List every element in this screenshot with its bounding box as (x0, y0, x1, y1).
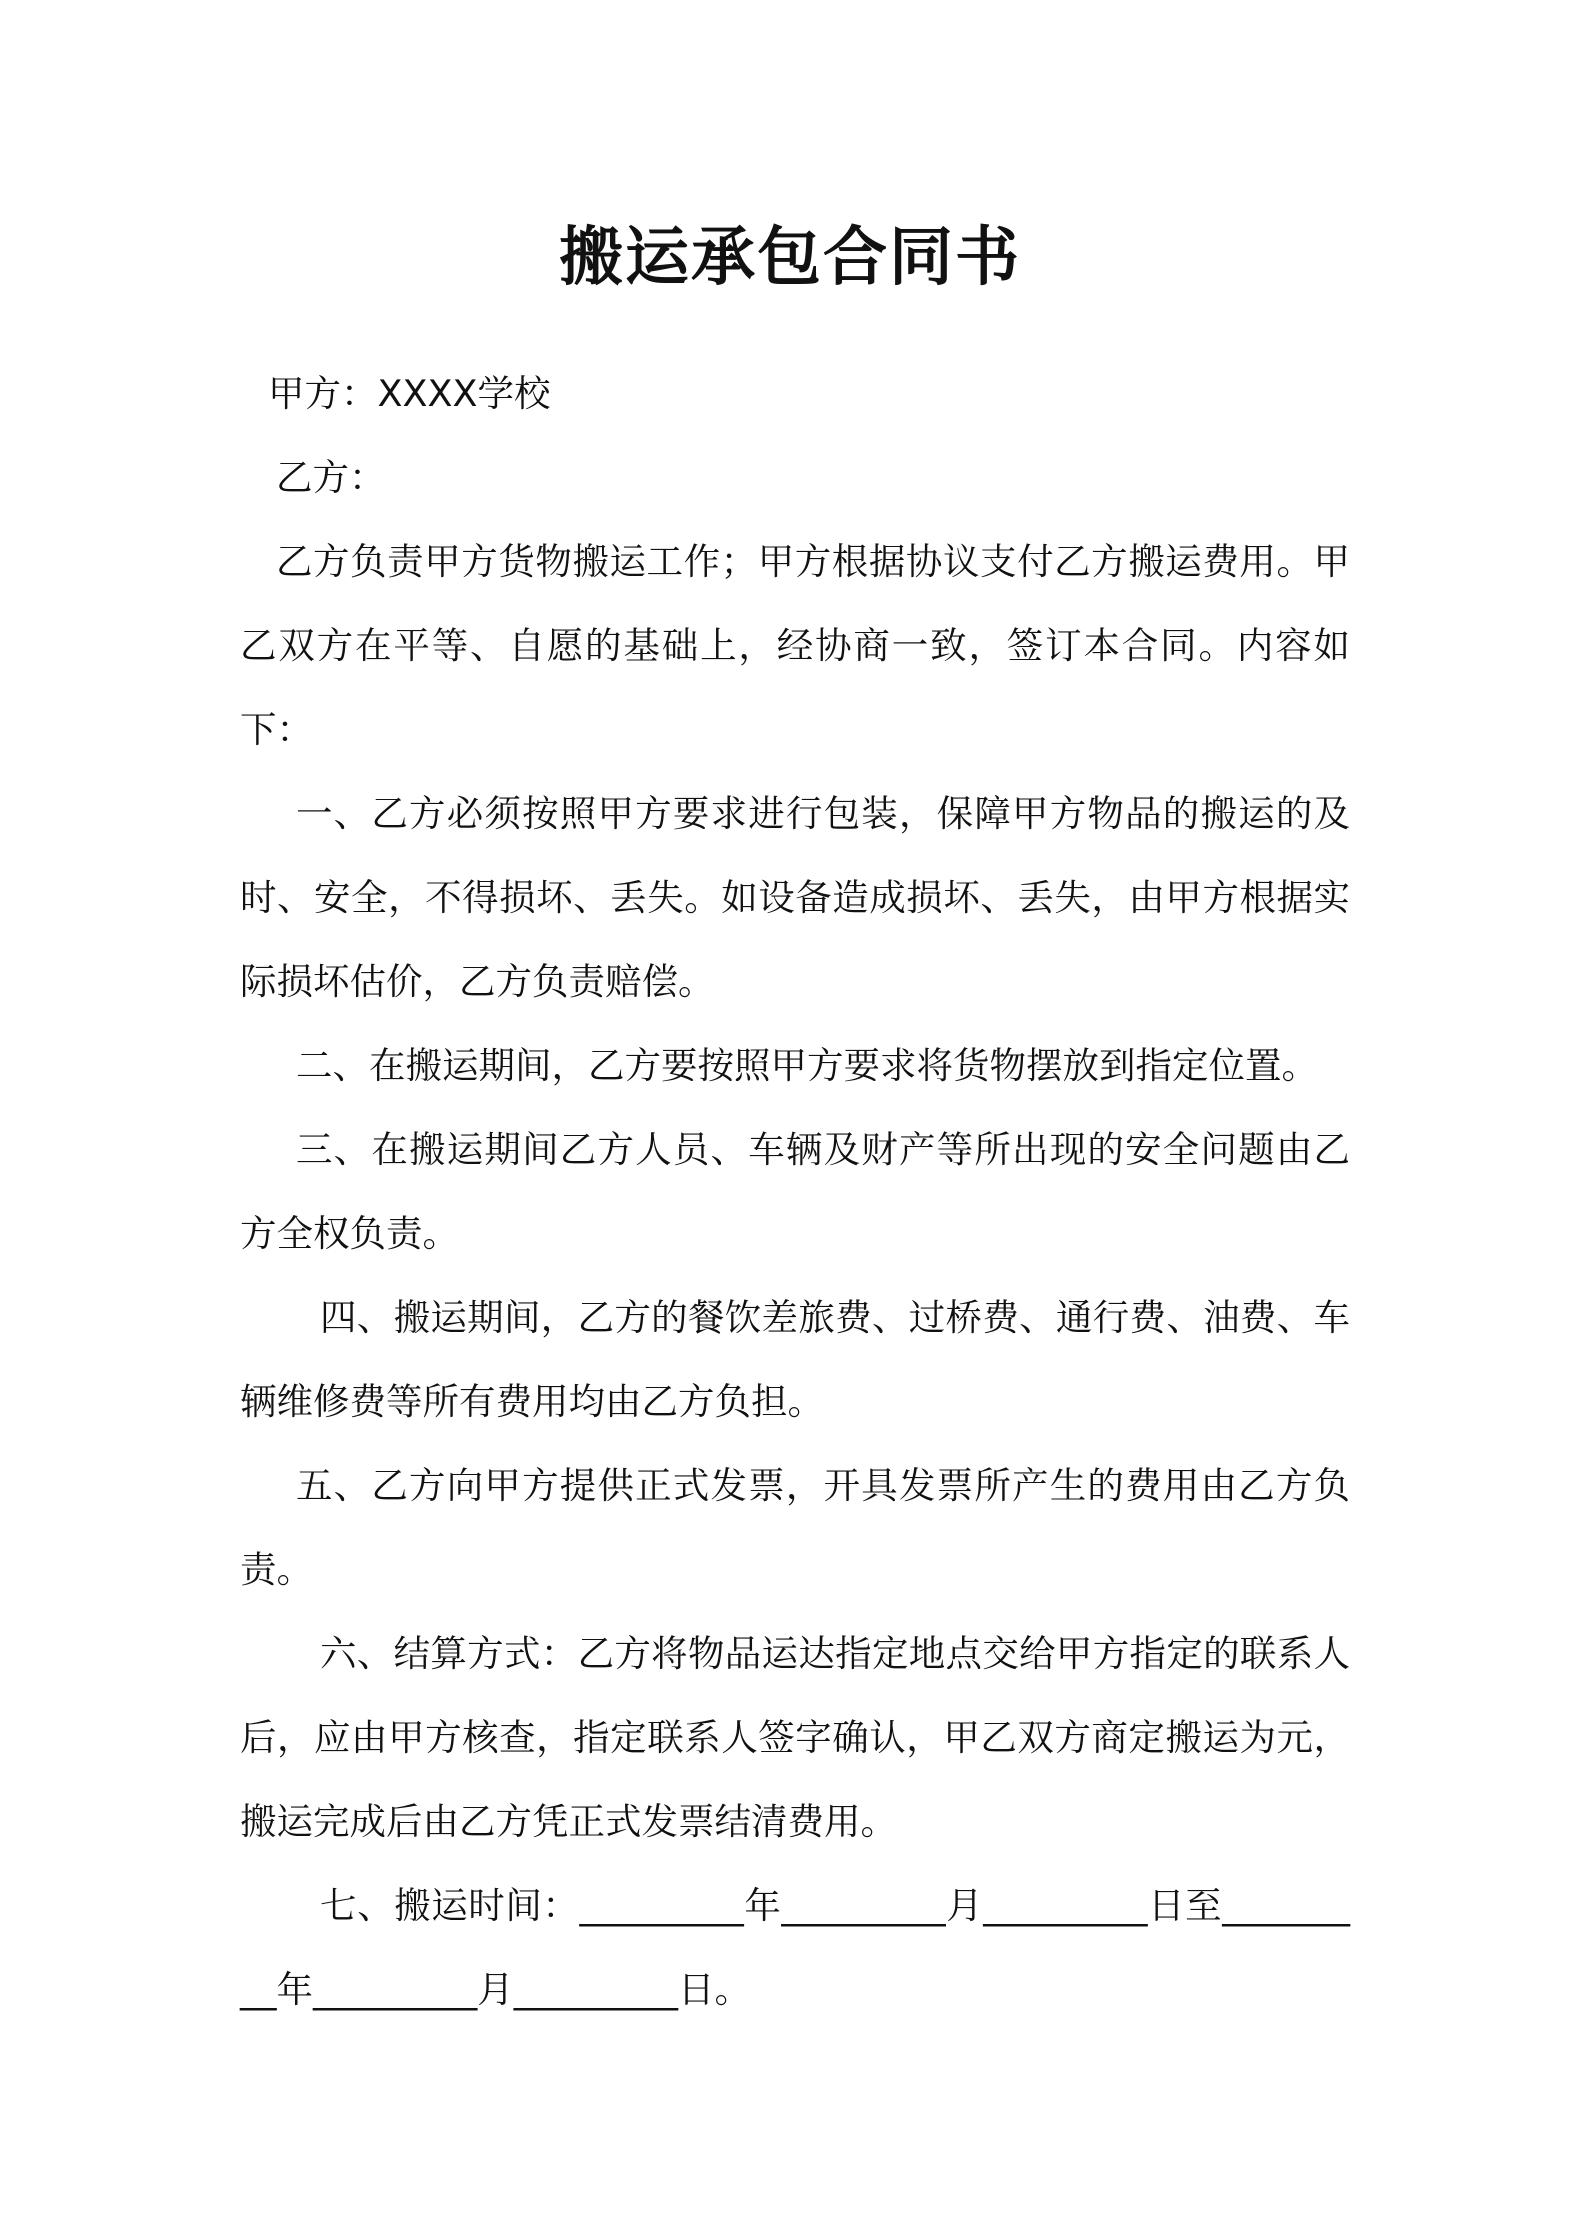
clause-3: 三、在搬运期间乙方人员、车辆及财产等所出现的安全问题由乙方全权负责。 (240, 1128, 1350, 1255)
clause-1: 一、乙方必须按照甲方要求进行包装，保障甲方物品的搬运的及时、安全，不得损坏、丢失。如设备造成损坏、丢失，由甲方根据实际损坏估价，乙方负责赔偿。 (240, 792, 1350, 1003)
document-title: 搬运承包合同书 (559, 221, 1021, 295)
clause-6: 六、结算方式：乙方将物品运达指定地点交给甲方指定的联系人后，应由甲方核查，指定联系人签字确认，甲乙双方商定搬运为元，搬运完成后由乙方凭正式发票结清费用。 (240, 1632, 1350, 1843)
clause-2: 二、在搬运期间，乙方要按照甲方要求将货物摆放到指定位置。 (296, 1044, 1318, 1087)
party-b-line: 乙方： (276, 456, 386, 499)
intro-paragraph: 乙方负责甲方货物搬运工作；甲方根据协议支付乙方搬运费用。甲乙双方在平等、自愿的基础上，经协商一致，签订本合同。内容如下： (240, 540, 1350, 751)
clause-5: 五、乙方向甲方提供正式发票，开具发票所产生的费用由乙方负责。 (240, 1464, 1350, 1591)
party-a-line: 甲方：XXXX学校 (268, 372, 551, 415)
clause-4: 四、搬运期间，乙方的餐饮差旅费、过桥费、通行费、油费、车辆维修费等所有费用均由乙方负担。 (240, 1296, 1350, 1423)
clause-7: 七、搬运时间：_________年_________月_________日至_________年_________月_________日。 (240, 1884, 1350, 2011)
